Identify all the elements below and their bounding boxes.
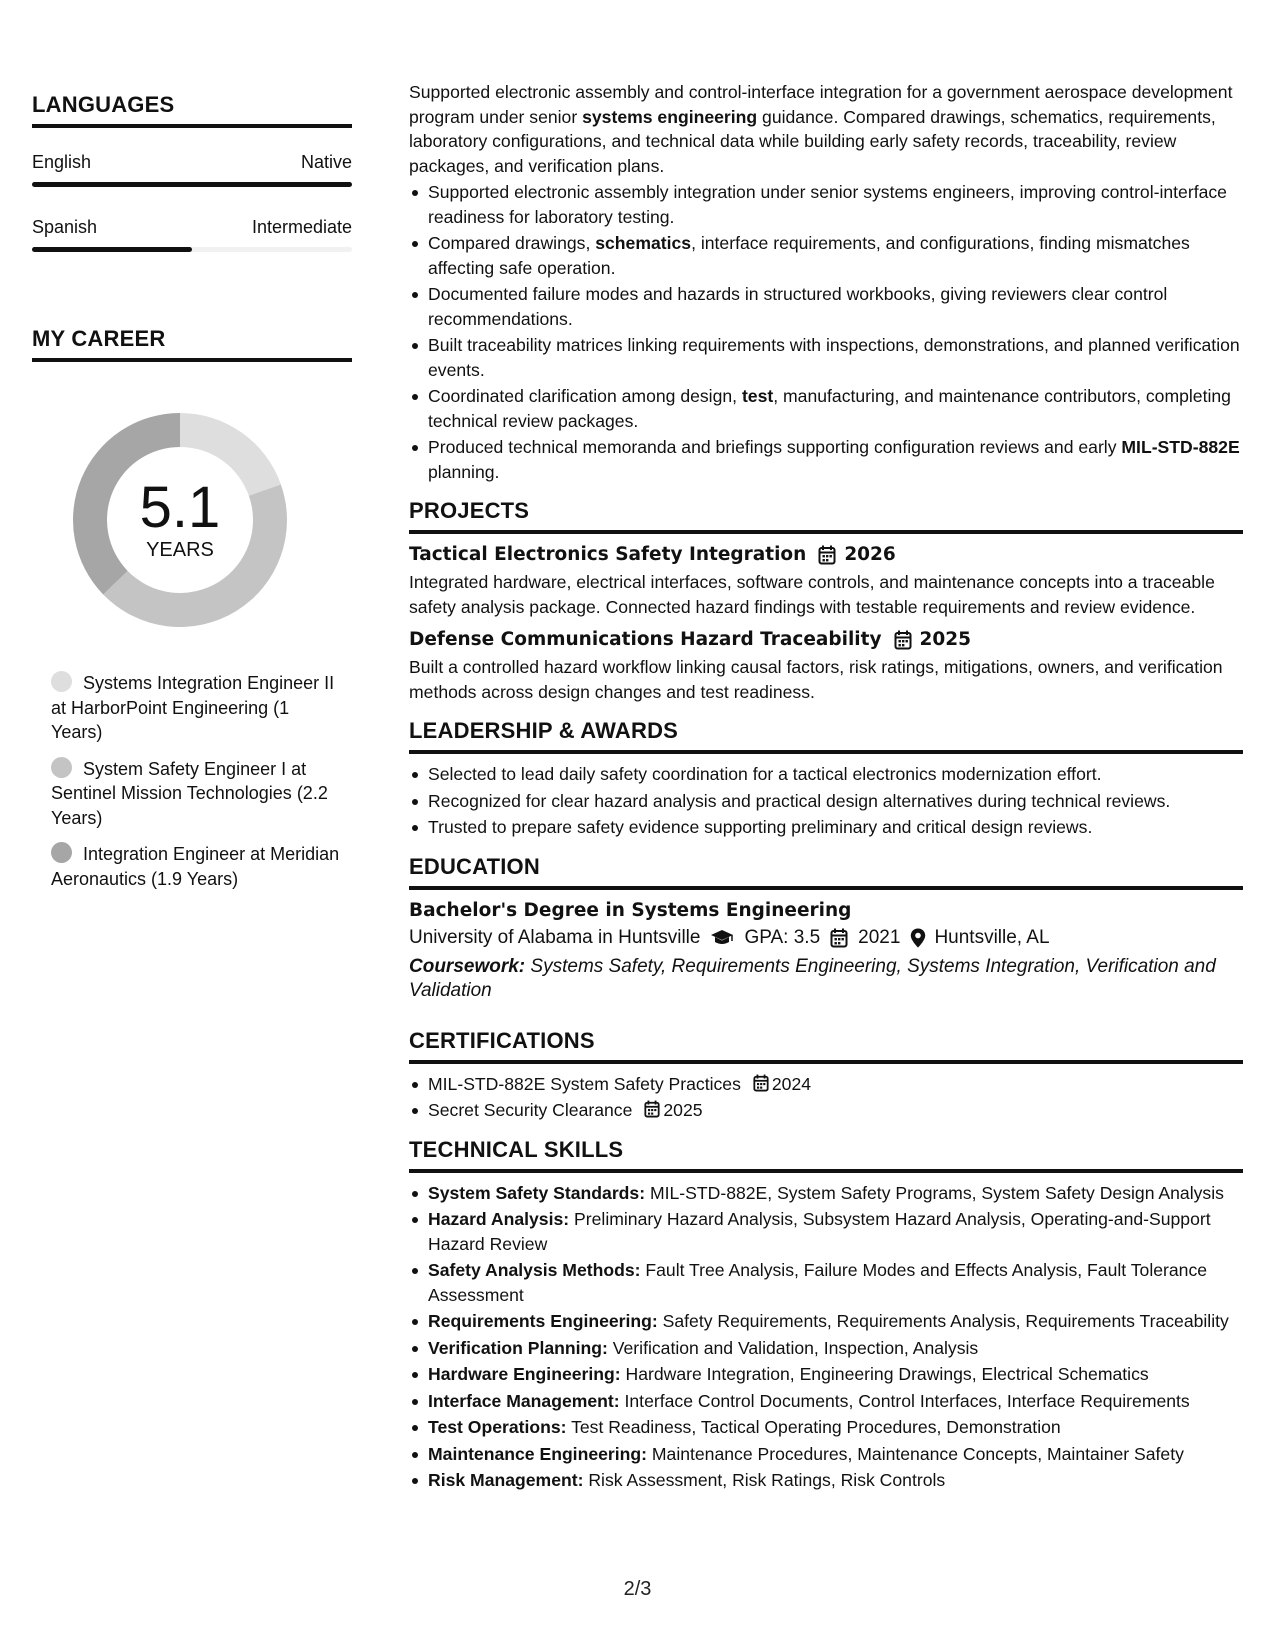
language-item bbox=[32, 152, 352, 187]
language-level: Native bbox=[300, 152, 352, 172]
experience-bullet: Supported electronic assembly integration under senior systems engineers, improving control-interface readiness for laboratory testing. bbox=[409, 180, 1243, 229]
coursework: Coursework: Systems Safety, Requirements Engineering, Systems Integration, Verification and Validation bbox=[409, 955, 1216, 1001]
experience-bullets bbox=[409, 180, 1243, 484]
languages-heading: LANGUAGES bbox=[32, 92, 352, 128]
career-donut-chart bbox=[65, 405, 295, 635]
language-bar bbox=[32, 182, 352, 187]
experience-bullet: Produced technical memoranda and briefings supporting configuration reviews and early MIL-STD-882E planning. bbox=[409, 435, 1243, 484]
leadership-item: Recognized for clear hazard analysis and practical design alternatives during technical reviews. bbox=[409, 789, 1243, 814]
degree-title: Bachelor's Degree in Systems Engineering bbox=[409, 899, 852, 921]
career-legend-item bbox=[51, 671, 341, 745]
project-item bbox=[409, 629, 1243, 704]
leadership-heading: LEADERSHIP & AWARDS bbox=[409, 718, 1243, 754]
career-legend-text: Systems Integration Engineer II at HarborPoint Engineering (1 Years) bbox=[51, 673, 335, 742]
skill-item: Requirements Engineering: Safety Requirements, Requirements Analysis, Requirements Traceability bbox=[409, 1309, 1243, 1334]
project-year: 2025 bbox=[919, 629, 972, 650]
graduation-year: 2021 bbox=[858, 926, 901, 948]
skill-item: Test Operations: Test Readiness, Tactical Operating Procedures, Demonstration bbox=[409, 1415, 1243, 1440]
experience-bullet: Coordinated clarification among design, test, manufacturing, and maintenance contributors, completing technical review packages. bbox=[409, 384, 1243, 433]
certifications-list bbox=[409, 1072, 1243, 1123]
graduation-cap-icon bbox=[710, 929, 734, 947]
language-name: Spanish bbox=[32, 217, 98, 237]
skill-item: Hardware Engineering: Hardware Integration, Engineering Drawings, Electrical Schematics bbox=[409, 1362, 1243, 1387]
certification-item: Secret Security Clearance 2025 bbox=[409, 1098, 1243, 1123]
legend-dot-icon bbox=[51, 757, 72, 778]
project-description: Built a controlled hazard workflow linking causal factors, risk ratings, mitigations, owners, and verification methods across design changes and test readiness. bbox=[409, 657, 1223, 702]
project-name: Tactical Electronics Safety Integration bbox=[409, 544, 807, 565]
page-number: 2/3 bbox=[623, 1578, 652, 1600]
leadership-list bbox=[409, 762, 1243, 840]
map-pin-icon bbox=[910, 928, 926, 948]
calendar-icon bbox=[830, 928, 848, 948]
career-total-years: 5.1 bbox=[139, 474, 221, 540]
language-bar-fill bbox=[32, 182, 352, 187]
legend-dot-icon bbox=[51, 671, 72, 692]
experience-bullet: Documented failure modes and hazards in structured workbooks, giving reviewers clear control recommendations. bbox=[409, 282, 1243, 331]
skill-item: Interface Management: Interface Control Documents, Control Interfaces, Interface Requirements bbox=[409, 1389, 1243, 1414]
gpa-value: GPA: 3.5 bbox=[744, 926, 821, 948]
skill-item: Hazard Analysis: Preliminary Hazard Analysis, Subsystem Hazard Analysis, Operating-and-Support Hazard Review bbox=[409, 1207, 1243, 1256]
career-heading: MY CAREER bbox=[32, 326, 352, 362]
calendar-icon bbox=[644, 1100, 660, 1118]
project-description: Integrated hardware, electrical interfaces, software controls, and maintenance concepts into a traceable safety analysis package. Connected hazard findings with testable requirements and review evidence. bbox=[409, 572, 1215, 617]
skill-item: System Safety Standards: MIL-STD-882E, System Safety Programs, System Safety Design Analysis bbox=[409, 1181, 1243, 1206]
career-legend bbox=[32, 671, 352, 891]
experience-summary: Supported electronic assembly and control-interface integration for a government aerospace development program under senior systems engineering guidance. Compared drawings, schematics, requirements, laboratory configurations, and technical data while building early safety records, traceability, review packages, and verification plans. bbox=[409, 82, 1233, 176]
skill-item: Safety Analysis Methods: Fault Tree Analysis, Failure Modes and Effects Analysis, Fault Tolerance Assessment bbox=[409, 1258, 1243, 1307]
skills-list bbox=[409, 1181, 1243, 1493]
left-column bbox=[32, 92, 352, 903]
leadership-item: Selected to lead daily safety coordination for a tactical electronics modernization effort. bbox=[409, 762, 1243, 787]
language-bar-fill bbox=[32, 247, 192, 252]
experience-bullet: Built traceability matrices linking requirements with inspections, demonstrations, and planned verification events. bbox=[409, 333, 1243, 382]
certification-item: MIL-STD-882E System Safety Practices 2024 bbox=[409, 1072, 1243, 1097]
career-total-unit: YEARS bbox=[146, 538, 214, 561]
career-legend-text: Integration Engineer at Meridian Aeronautics (1.9 Years) bbox=[51, 844, 340, 889]
language-name: English bbox=[32, 152, 92, 172]
language-item bbox=[32, 217, 352, 252]
career-legend-item bbox=[51, 757, 341, 831]
language-level: Intermediate bbox=[251, 217, 352, 237]
education-details bbox=[409, 927, 1243, 949]
project-item bbox=[409, 544, 1243, 619]
certifications-heading: CERTIFICATIONS bbox=[409, 1028, 1243, 1064]
calendar-icon bbox=[753, 1074, 769, 1092]
school-name: University of Alabama in Huntsville bbox=[409, 926, 701, 948]
career-legend-item bbox=[51, 842, 341, 891]
skill-item: Verification Planning: Verification and Validation, Inspection, Analysis bbox=[409, 1336, 1243, 1361]
leadership-item: Trusted to prepare safety evidence supporting preliminary and critical design reviews. bbox=[409, 815, 1243, 840]
language-bar bbox=[32, 247, 352, 252]
experience-bullet: Compared drawings, schematics, interface requirements, and configurations, finding mismatches affecting safe operation. bbox=[409, 231, 1243, 280]
project-year: 2026 bbox=[844, 544, 896, 565]
education-heading: EDUCATION bbox=[409, 854, 1243, 890]
calendar-icon bbox=[894, 630, 912, 650]
school-location: Huntsville, AL bbox=[934, 926, 1050, 948]
skill-item: Risk Management: Risk Assessment, Risk Ratings, Risk Controls bbox=[409, 1468, 1243, 1493]
legend-dot-icon bbox=[51, 842, 72, 863]
projects-heading: PROJECTS bbox=[409, 498, 1243, 534]
skills-heading: TECHNICAL SKILLS bbox=[409, 1137, 1243, 1173]
skill-item: Maintenance Engineering: Maintenance Procedures, Maintenance Concepts, Maintainer Safety bbox=[409, 1442, 1243, 1467]
calendar-icon bbox=[818, 545, 836, 565]
project-name: Defense Communications Hazard Traceability bbox=[409, 629, 882, 650]
career-legend-text: System Safety Engineer I at Sentinel Mission Technologies (2.2 Years) bbox=[51, 758, 328, 828]
right-column bbox=[409, 80, 1243, 1493]
